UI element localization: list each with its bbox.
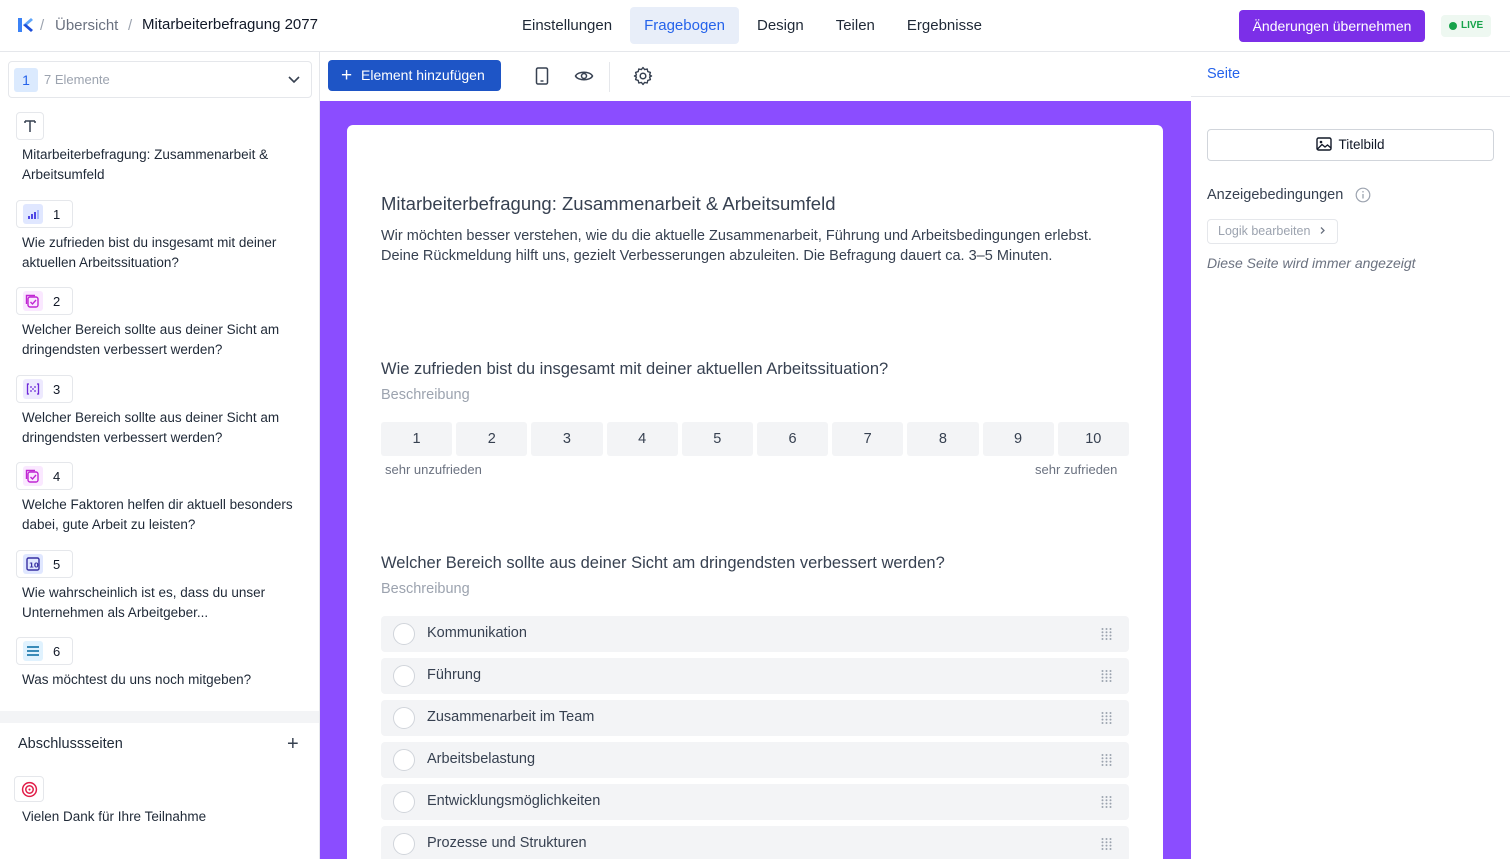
choice-option[interactable] [381,784,1129,820]
element-number: 6 [53,643,61,659]
chevron-right-icon [1318,226,1327,235]
choice-option[interactable] [381,742,1129,778]
sidebar-item-label: Was möchtest du uns noch mitgeben? [22,672,252,687]
element-badge [16,637,73,665]
survey-page-card [347,125,1163,859]
end-pages-heading: Abschlussseiten [18,736,123,752]
page-number-badge: 1 [14,68,38,92]
rating-scale [381,422,1129,456]
sidebar-item-label: Wie zufrieden bist du insgesamt mit deiner aktuellen Arbeitssituation? [22,235,277,270]
choice-option-label[interactable]: Führung [427,667,482,683]
gear-icon[interactable] [633,66,653,86]
live-status-badge [1441,15,1491,37]
element-badge [16,375,73,403]
sidebar-item-q6[interactable] [16,637,306,690]
survey-title[interactable]: Mitarbeiterbefragung 2077 [142,16,318,33]
sidebar-item-intro-text[interactable] [16,112,306,185]
panel-divider [1191,96,1510,97]
plus-icon: + [341,65,353,86]
end-page-badge[interactable] [14,776,44,802]
info-icon[interactable] [1355,187,1371,203]
tab-ergebnisse[interactable]: Ergebnisse [906,17,982,34]
choice-option[interactable] [381,658,1129,694]
radio-button[interactable] [393,833,415,855]
question-2-description[interactable]: Beschreibung [381,581,470,597]
properties-panel [1191,52,1510,859]
rating-scale-icon [23,204,43,224]
choice-option-label[interactable]: Zusammenarbeit im Team [427,709,595,725]
target-icon [21,781,38,798]
edit-logic-label: Logik bearbeiten [1218,224,1311,238]
breadcrumb-separator: / [128,17,133,34]
scale-option-2[interactable]: 2 [456,422,527,456]
sidebar-item-label: Welcher Bereich sollte aus deiner Sicht am dringendsten verbessert werden? [22,322,280,357]
survey-intro-title[interactable]: Mitarbeiterbefragung: Zusammenarbeit & Arbeitsumfeld [381,193,836,214]
element-sidebar [0,52,320,859]
always-shown-note: Diese Seite wird immer angezeigt [1207,255,1416,271]
scale-option-9[interactable]: 9 [983,422,1054,456]
survey-canvas [320,101,1191,859]
element-number: 1 [53,206,61,222]
radio-button[interactable] [393,749,415,771]
sidebar-item-q1[interactable] [16,200,306,273]
choice-option-label[interactable]: Prozesse und Strukturen [427,835,587,851]
element-badge [16,287,73,315]
tab-design[interactable]: Design [756,17,804,34]
multi-choice-icon [23,466,43,486]
choice-option-label[interactable]: Kommunikation [427,625,527,641]
radio-button[interactable] [393,665,415,687]
sidebar-item-q5[interactable] [16,550,306,623]
cover-image-label: Titelbild [1338,137,1385,152]
breadcrumb-separator: / [40,17,45,34]
edit-logic-button[interactable] [1207,219,1338,244]
choice-option[interactable] [381,700,1129,736]
app-logo-icon[interactable] [16,16,34,34]
tab-fragebogen[interactable]: Fragebogen [630,7,739,44]
scale-option-4[interactable]: 4 [607,422,678,456]
text-icon [22,118,38,134]
nps-icon [23,554,43,574]
survey-intro-description[interactable]: Wir möchten besser verstehen, wie du die aktuelle Zusammenarbeit, Führung und Arbeitsbedingungen erlebst. Deine Rückmeldung hilft uns, gezielt Verbesserungen abzuleiten. Die Befragung dauert ca. 3–5 Minuten. [381,228,1092,264]
sidebar-item-label: Wie wahrscheinlich ist es, dass du unser Unternehmen als Arbeitgeber... [22,585,266,620]
sidebar-item-label: Mitarbeiterbefragung: Zusammenarbeit & Arbeitsumfeld [22,147,269,182]
display-conditions-label: Anzeigebedingungen [1207,187,1344,203]
free-text-icon [23,641,43,661]
single-choice-icon [23,291,43,311]
mobile-preview-icon[interactable] [532,66,552,86]
scale-option-1[interactable]: 1 [381,422,452,456]
element-number: 2 [53,293,61,309]
scale-option-5[interactable]: 5 [682,422,753,456]
drag-handle-icon[interactable] [1101,837,1112,851]
toolbar-divider [609,62,610,92]
sidebar-item-label: Welche Faktoren helfen dir aktuell besonders dabei, gute Arbeit zu leisten? [22,497,293,532]
scale-option-10[interactable]: 10 [1058,422,1129,456]
element-badge [16,550,73,578]
panel-section-page[interactable]: Seite [1207,66,1241,82]
element-badge [16,462,73,490]
live-label: LIVE [1461,20,1484,31]
scale-low-label[interactable]: sehr unzufrieden [385,462,482,477]
sidebar-item-q4[interactable] [16,462,306,535]
tab-teilen[interactable]: Teilen [835,17,875,34]
choice-option-label[interactable]: Arbeitsbelastung [427,751,536,767]
drag-handle-icon[interactable] [1101,669,1112,683]
add-end-page-button[interactable]: + [287,733,299,755]
scale-option-8[interactable]: 8 [907,422,978,456]
drag-handle-icon[interactable] [1101,627,1112,641]
scale-option-6[interactable]: 6 [757,422,828,456]
radio-button[interactable] [393,707,415,729]
page-select[interactable] [8,61,312,98]
cover-image-button[interactable] [1207,129,1494,161]
choice-option[interactable] [381,826,1129,859]
element-badge [16,200,73,228]
drag-handle-icon[interactable] [1101,795,1112,809]
question-2-title[interactable]: Welcher Bereich sollte aus deiner Sicht am dringendsten verbessert werden? [381,554,945,572]
radio-button[interactable] [393,623,415,645]
live-dot-icon [1449,22,1457,30]
sidebar-item-label: Welcher Bereich sollte aus deiner Sicht am dringendsten verbessert werden? [22,410,280,445]
eye-icon[interactable] [574,66,594,86]
main-tabs [508,7,1000,44]
element-badge [16,112,44,140]
editor-toolbar [320,52,1191,101]
sidebar-item-q3[interactable] [16,375,306,448]
add-element-label: Element hinzufügen [361,67,485,83]
scale-option-7[interactable]: 7 [832,422,903,456]
question-1-title[interactable]: Wie zufrieden bist du insgesamt mit deiner aktuellen Arbeitssituation? [381,360,889,378]
sidebar-item-q2[interactable] [16,287,306,360]
page-elements-count: 7 Elemente [44,72,110,87]
drag-handle-icon[interactable] [1101,753,1112,767]
scale-option-3[interactable]: 3 [531,422,602,456]
breadcrumb-overview-link[interactable]: Übersicht [55,17,119,34]
element-number: 4 [53,468,61,484]
question-1-description[interactable]: Beschreibung [381,387,470,403]
element-number: 5 [53,556,61,572]
top-bar [0,0,1510,52]
apply-changes-button[interactable]: Änderungen übernehmen [1239,10,1425,42]
tab-einstellungen[interactable]: Einstellungen [522,17,613,34]
scale-high-label[interactable]: sehr zufrieden [1035,462,1118,477]
add-element-button[interactable] [328,60,501,91]
element-number: 3 [53,381,61,397]
dropdown-choice-icon [23,379,43,399]
chevron-down-icon [287,72,301,86]
radio-button[interactable] [393,791,415,813]
end-page-label[interactable]: Vielen Dank für Ihre Teilnahme [22,809,207,824]
choice-option[interactable] [381,616,1129,652]
svg-text:10: 10 [29,561,39,570]
choice-option-label[interactable]: Entwicklungsmöglichkeiten [427,793,601,809]
image-icon [1316,137,1332,151]
section-divider [0,711,319,723]
drag-handle-icon[interactable] [1101,711,1112,725]
